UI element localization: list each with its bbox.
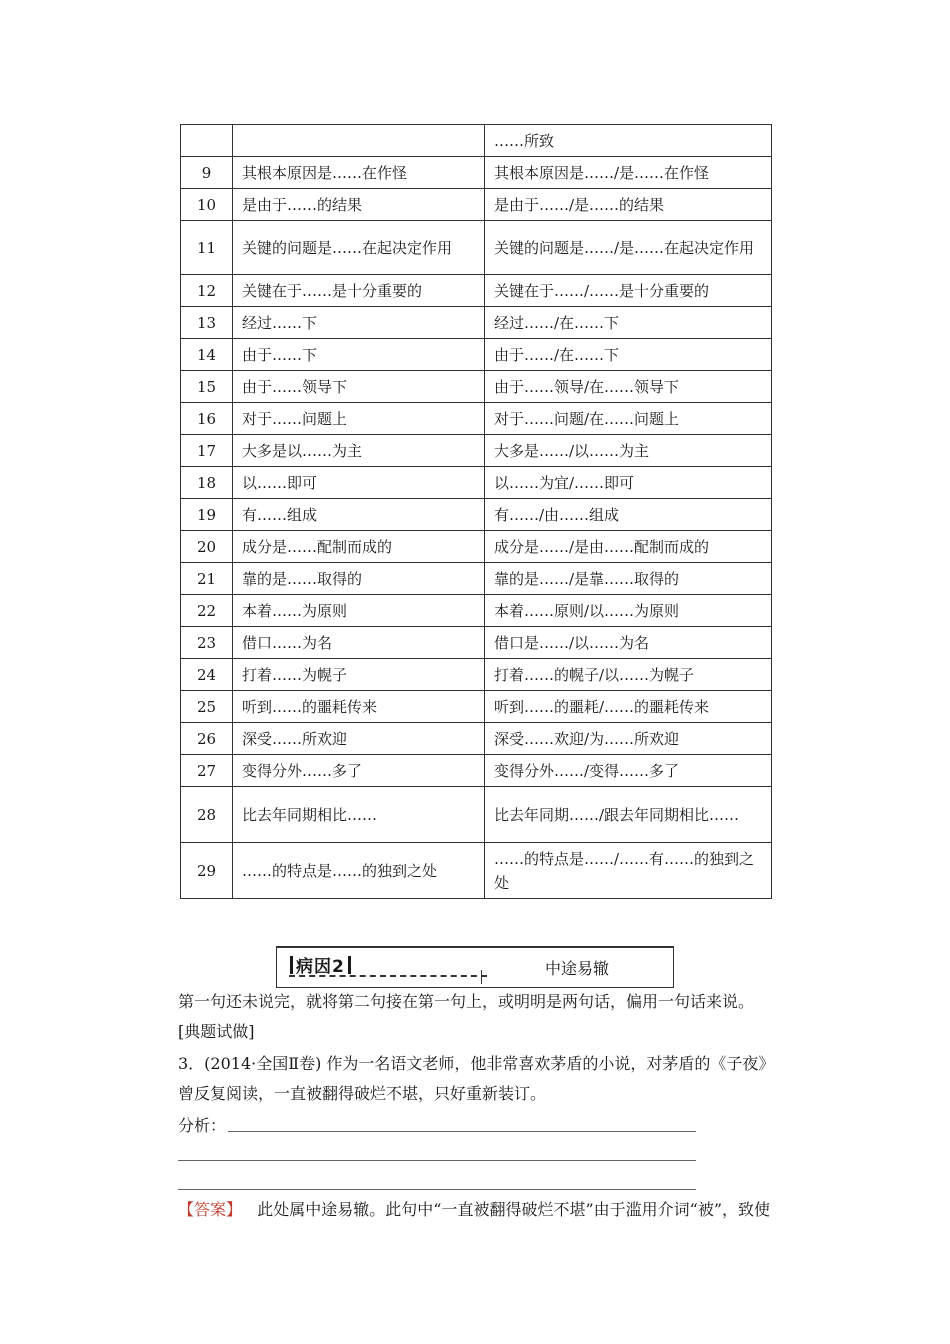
correct-usage-cell: 由于……领导/在……领导下 bbox=[485, 371, 772, 403]
row-number-cell: 18 bbox=[181, 467, 233, 499]
wrong-usage-cell: 本着……为原则 bbox=[233, 595, 485, 627]
row-number-cell bbox=[181, 125, 233, 157]
table-row bbox=[181, 403, 772, 435]
row-number-cell: 27 bbox=[181, 755, 233, 787]
correct-usage-cell: 借口是……/以……为名 bbox=[485, 627, 772, 659]
cause-header-box bbox=[276, 946, 674, 988]
table-row bbox=[181, 627, 772, 659]
example-label: [典题试做] bbox=[178, 1022, 255, 1041]
cause-tick-mark bbox=[481, 970, 482, 984]
wrong-usage-cell: 靠的是……取得的 bbox=[233, 563, 485, 595]
wrong-usage-cell bbox=[233, 125, 485, 157]
correct-usage-cell: 经过……/在……下 bbox=[485, 307, 772, 339]
table-row bbox=[181, 125, 772, 157]
correct-usage-cell: 由于……/在……下 bbox=[485, 339, 772, 371]
wrong-usage-cell: 由于……领导下 bbox=[233, 371, 485, 403]
wrong-usage-cell: 对于……问题上 bbox=[233, 403, 485, 435]
cause-description: 第一句还未说完，就将第二句接在第一句上，或明明是两句话，偏用一句话来说。 bbox=[178, 992, 755, 1011]
wrong-usage-cell: 深受……所欢迎 bbox=[233, 723, 485, 755]
table-row bbox=[181, 723, 772, 755]
wrong-usage-cell: 大多是以……为主 bbox=[233, 435, 485, 467]
table-row bbox=[181, 157, 772, 189]
row-number-cell: 29 bbox=[181, 843, 233, 899]
correct-usage-cell: 关键在于……/……是十分重要的 bbox=[485, 275, 772, 307]
row-number-cell: 15 bbox=[181, 371, 233, 403]
row-number-cell: 26 bbox=[181, 723, 233, 755]
correct-usage-cell: 深受……欢迎/为……所欢迎 bbox=[485, 723, 772, 755]
row-number-cell: 19 bbox=[181, 499, 233, 531]
correct-usage-cell: 比去年同期……/跟去年同期相比…… bbox=[485, 787, 772, 843]
wrong-usage-cell: 其根本原因是……在作怪 bbox=[233, 157, 485, 189]
analysis-line-2 bbox=[178, 1160, 696, 1161]
correct-usage-cell: 其根本原因是……/是……在作怪 bbox=[485, 157, 772, 189]
row-number-cell: 25 bbox=[181, 691, 233, 723]
table-row bbox=[181, 189, 772, 221]
table-row bbox=[181, 563, 772, 595]
table-row bbox=[181, 339, 772, 371]
table-row bbox=[181, 787, 772, 843]
table-row bbox=[181, 691, 772, 723]
table-row bbox=[181, 659, 772, 691]
correct-usage-cell: 成分是……/是由……配制而成的 bbox=[485, 531, 772, 563]
row-number-cell: 9 bbox=[181, 157, 233, 189]
correct-usage-cell: 听到……的噩耗/……的噩耗传来 bbox=[485, 691, 772, 723]
row-number-cell: 13 bbox=[181, 307, 233, 339]
row-number-cell: 10 bbox=[181, 189, 233, 221]
table-row bbox=[181, 371, 772, 403]
table-row bbox=[181, 275, 772, 307]
table-row bbox=[181, 843, 772, 899]
row-number-cell: 16 bbox=[181, 403, 233, 435]
cause-tag-label: 病因2 bbox=[296, 957, 345, 977]
answer-tag: 【答案】 bbox=[178, 1200, 243, 1219]
table-row bbox=[181, 435, 772, 467]
phrase-pair-table bbox=[180, 124, 772, 899]
wrong-usage-cell: 有……组成 bbox=[233, 499, 485, 531]
table-row bbox=[181, 531, 772, 563]
wrong-usage-cell: 是由于……的结果 bbox=[233, 189, 485, 221]
correct-usage-cell: ……的特点是……/……有……的独到之处 bbox=[485, 843, 772, 899]
row-number-cell: 21 bbox=[181, 563, 233, 595]
wrong-usage-cell: 成分是……配制而成的 bbox=[233, 531, 485, 563]
question-line-2: 曾反复阅读，一直被翻得破烂不堪，只好重新装订。 bbox=[178, 1084, 547, 1103]
row-number-cell: 28 bbox=[181, 787, 233, 843]
row-number-cell: 17 bbox=[181, 435, 233, 467]
row-number-cell: 12 bbox=[181, 275, 233, 307]
correct-usage-cell: 对于……问题/在……问题上 bbox=[485, 403, 772, 435]
cause-dashed-line bbox=[289, 975, 487, 977]
analysis-line-1 bbox=[228, 1131, 696, 1132]
wrong-usage-cell: 比去年同期相比…… bbox=[233, 787, 485, 843]
wrong-usage-cell: ……的特点是……的独到之处 bbox=[233, 843, 485, 899]
correct-usage-cell: ……所致 bbox=[485, 125, 772, 157]
wrong-usage-cell: 由于……下 bbox=[233, 339, 485, 371]
table-body bbox=[181, 125, 772, 899]
correct-usage-cell: 打着……的幌子/以……为幌子 bbox=[485, 659, 772, 691]
correct-usage-cell: 以……为宜/……即可 bbox=[485, 467, 772, 499]
wrong-usage-cell: 借口……为名 bbox=[233, 627, 485, 659]
wrong-usage-cell: 经过……下 bbox=[233, 307, 485, 339]
correct-usage-cell: 本着……原则/以……为原则 bbox=[485, 595, 772, 627]
correct-usage-cell: 有……/由……组成 bbox=[485, 499, 772, 531]
row-number-cell: 20 bbox=[181, 531, 233, 563]
table-row bbox=[181, 595, 772, 627]
cause-title: 中途易辙 bbox=[545, 959, 610, 978]
tag-bar-right bbox=[348, 956, 351, 974]
answer-paragraph bbox=[178, 1198, 770, 1222]
table-row bbox=[181, 307, 772, 339]
row-number-cell: 24 bbox=[181, 659, 233, 691]
correct-usage-cell: 是由于……/是……的结果 bbox=[485, 189, 772, 221]
analysis-line-3 bbox=[178, 1189, 696, 1190]
wrong-usage-cell: 关键在于……是十分重要的 bbox=[233, 275, 485, 307]
row-number-cell: 23 bbox=[181, 627, 233, 659]
wrong-usage-cell: 关键的问题是……在起决定作用 bbox=[233, 221, 485, 275]
table-row bbox=[181, 755, 772, 787]
table-row bbox=[181, 221, 772, 275]
wrong-usage-cell: 变得分外……多了 bbox=[233, 755, 485, 787]
correct-usage-cell: 变得分外……/变得……多了 bbox=[485, 755, 772, 787]
wrong-usage-cell: 听到……的噩耗传来 bbox=[233, 691, 485, 723]
row-number-cell: 11 bbox=[181, 221, 233, 275]
table-row bbox=[181, 467, 772, 499]
correct-usage-cell: 靠的是……/是靠……取得的 bbox=[485, 563, 772, 595]
correct-usage-cell: 大多是……/以……为主 bbox=[485, 435, 772, 467]
question-line-1: 3．(2014·全国Ⅱ卷) 作为一名语文老师，他非常喜欢茅盾的小说，对茅盾的《子夜》 bbox=[178, 1054, 775, 1073]
answer-text: 此处属中途易辙。此句中“一直被翻得破烂不堪”由于滥用介词“被”，致使 bbox=[257, 1200, 771, 1219]
row-number-cell: 14 bbox=[181, 339, 233, 371]
wrong-usage-cell: 打着……为幌子 bbox=[233, 659, 485, 691]
analysis-label: 分析： bbox=[178, 1116, 227, 1135]
cause-tag bbox=[287, 952, 354, 977]
row-number-cell: 22 bbox=[181, 595, 233, 627]
correct-usage-cell: 关键的问题是……/是……在起决定作用 bbox=[485, 221, 772, 275]
table-row bbox=[181, 499, 772, 531]
tag-bar-left bbox=[290, 956, 293, 974]
wrong-usage-cell: 以……即可 bbox=[233, 467, 485, 499]
